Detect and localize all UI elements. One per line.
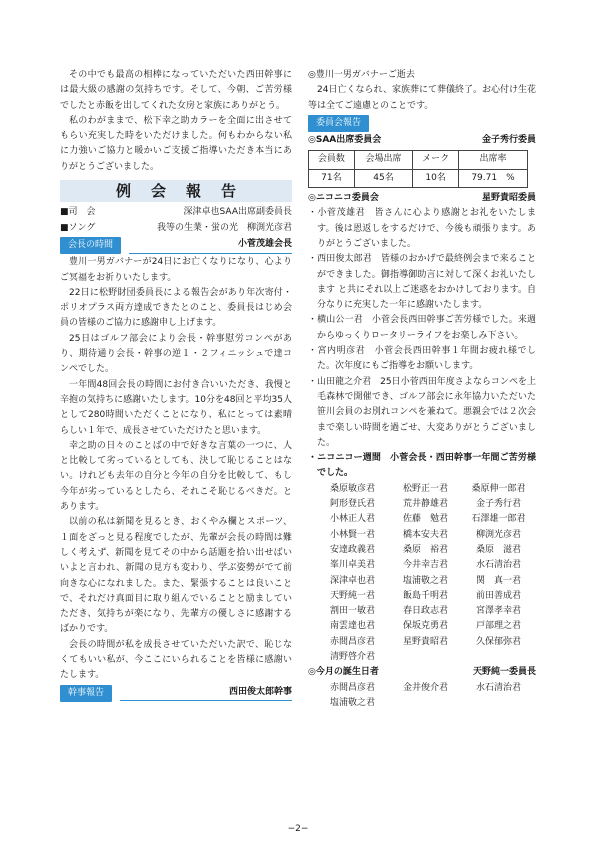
member-name: 石澤雄一郎君 [471,514,526,525]
member-name: 橋本安夫君 [402,529,448,540]
president-paragraph: 豊川一男ガバナーが24日にお亡くなりになり、心よりご冥福をお祈りいたします。 [60,257,292,283]
table-header-cell: 会員数 [309,151,355,169]
name-row [308,512,536,527]
saa-title: ◎SAA出席委員会 [308,135,382,146]
president-paragraph: 一年間48回会長の時間にお付き合いいただき、我慢と辛抱の気持ちに感謝いたします。10分を48回と平均35人として280時間いただくことになり、私にとっては素晴らしい１年で、成長させていただけたと思います。 [60,379,292,436]
right-column [308,68,536,711]
name-row [308,619,536,634]
member-name: 塩浦敬之君 [329,697,375,708]
name-row [308,604,536,619]
table-header-row [309,151,528,169]
niko-item: ・西田俊太郎君 皆様のおかげで最終例会まで来ることができました。御指導御助言に対して深くお礼いたします と共にそれ以上ご迷惑をおかけしております。自分なりに充実した一年に感謝いたします。 [308,254,536,311]
committee-header [308,115,536,132]
member-name: 水石清治君 [475,560,521,571]
notice-text: 24日亡くなられ、家族葬にて葬儀終了。お心付け生花等は全てご遠慮とのことです。 [308,85,536,111]
table-header-cell: 会場出席 [354,151,413,169]
member-name: 清野啓介君 [329,651,375,662]
niko-item: ・宮内明彦君 小菅会長西田幹事１年間お疲れ様でした。次年度にもご指導をお願いします。 [308,346,536,372]
president-paragraph: 25日はゴルフ部会により会長・幹事慰労コンペがあり、期待通り会長・幹事の逆１・２フィニッシュで達コンペでした。 [60,333,292,375]
names-list [308,482,536,666]
member-name: 柳渕光彦君 [475,529,521,540]
member-name: 松野正一君 [402,483,448,494]
member-name: 久保郁弥君 [475,636,521,647]
member-name: 桑原敏彦君 [329,483,375,494]
member-name: 塩浦敬之君 [402,575,448,586]
member-name: 金子秀行君 [475,499,521,510]
member-name: 関 真一君 [475,575,521,586]
member-name [389,696,462,711]
member-name: 前田善成君 [475,590,521,601]
week-title: ・ニコニコー週間 小菅会長・西田幹事一年間ご苦労様でした。 [308,453,536,479]
member-name [389,650,462,665]
table-cell: 45名 [354,169,413,187]
president-paragraph: 以前の私は新聞を見るとき、おくやみ欄とスポーツ、１面をざっと見る程度でしたが、先輩が会長の時間は難しく考えず、新聞を見てその中から話題を拾い出せばいいよと言われ、新聞の見方も変わり、学ぶ姿勢がでて前向きな心になれました。また、緊張することは良いことで、それだけ真面目に取り組んでいることと励ましていただき、気持ちが楽になり、先輩方の優しさに感謝するばかりです。 [60,517,292,635]
table-cell: 10名 [413,169,459,187]
song-line [60,221,292,236]
niko-item: ・小菅茂雄君 皆さんに心より感謝とお礼をいたします。後は恩返しをするだけで、今後も頑張ります。ありがとうございました。 [308,208,536,249]
mc-value: 深津卓也SAA出席副委員長 [183,207,292,218]
song-value: 我等の生業・蛍の光 柳渕光彦君 [156,222,292,233]
name-row [308,696,536,711]
member-name: 桑原 裕君 [402,544,448,555]
name-row [308,497,536,512]
intro-paragraph: その中でも最高の相棒になっていただいた西田幹事には最大級の感謝の気持ちです。そして、今朝、ご苦労様でしたと赤飯を出してくれた女房と家族にありがとう。 [60,70,292,111]
member-name: 阿形登氏君 [329,499,375,510]
president-name: 小菅茂雄会長 [129,237,292,253]
member-name: 春日政志君 [402,606,448,617]
member-name: 赤間昌彦君 [329,636,375,647]
member-name: 割田一敏君 [329,606,375,617]
niko-person: 星野貴昭委員 [481,193,536,204]
member-name: 金井俊介君 [402,682,448,693]
member-name: 佐藤 勉君 [402,514,448,525]
mc-key: ■司 会 [60,207,96,218]
member-name: 今井幸吉君 [402,560,448,571]
president-paragraph: 幸之助の日々のことばの中で好きな言葉の一つに、人と比較して劣っているとしても、決して恥じることはない。けれども去年の自分と今年の自分を比較して、もし今年が劣っているとしたら、それこそ恥じるべきだ。とあります。 [60,440,292,513]
member-name [462,650,535,665]
member-name: 荒井静雄君 [402,499,448,510]
name-row [308,635,536,650]
birthday-list [308,681,536,712]
table-header-cell: メーク [413,151,459,169]
president-paragraph: 22日に松野財団委員長による報告会があり年次寄付・ポリオプラス両方達成できたとのこと、委員長はじめ会員の皆様のご協力に感謝申し上げます。 [60,287,292,329]
table-cell: 79.71 % [458,169,527,187]
attendance-table [308,150,528,188]
notice-title: ◎豊川一男ガバナーご逝去 [308,70,415,80]
name-row [308,650,536,665]
niko-item: ・横山公一君 小菅会長西田幹事ご苦労様でした。来週からゆっくりロータリーライフをお楽しみ下さい。 [308,315,536,341]
president-header [60,237,292,254]
member-name: 小林賢一君 [329,529,375,540]
name-row [308,558,536,573]
birthday-person: 天野純一委員長 [472,667,536,678]
member-name: 赤間昌彦君 [329,682,375,693]
member-name: 小林正人君 [329,514,375,525]
member-name [462,696,535,711]
member-name: 宮澤孝幸君 [475,606,521,617]
report-title: 例会報告 [60,180,292,202]
member-name: 戸部理之君 [475,621,521,632]
table-row [309,169,528,187]
song-key: ■ソング [60,222,96,233]
member-name: 天野純一君 [329,590,375,601]
niko-item: ・山田龍之介君 25日小菅西田年度さよならコンペを上毛森林で開催でき、ゴルフ部会に永年協力いただいた笹川会員のお別れコンペを兼ねて。悪親会では２次会まで楽しい時間を過ごせ、大変ありがとうございました。 [308,376,536,448]
member-name: 桑原伸一郎君 [471,483,526,494]
name-row [308,589,536,604]
left-column [60,68,292,703]
member-name: 水石清治君 [475,682,521,693]
table-header-cell: 出席率 [458,151,527,169]
member-name: 安達政義君 [329,544,375,555]
secretary-label: 幹事報告 [60,685,112,702]
birthday-section-title [308,665,536,680]
saa-person: 金子秀行委員 [481,135,536,146]
niko-section-title [308,191,536,206]
president-label: 会長の時間 [60,237,121,254]
president-paragraph: 会長の時間が私を成長させていただいた訳で、恥じなくてもいい私が、今ここにいられることを皆様に感謝いたします。 [60,639,292,681]
member-name: 南雲達也君 [329,621,375,632]
member-name: 保坂克勇君 [402,621,448,632]
birthday-title: ◎今月の誕生日者 [308,667,379,678]
committee-label: 委員会報告 [308,115,369,132]
saa-section-title [308,133,536,148]
member-name: 深津卓也君 [329,575,375,586]
member-name: 飯島千明君 [402,590,448,601]
name-row [308,681,536,696]
table-cell: 71名 [309,169,355,187]
name-row [308,543,536,558]
name-row [308,528,536,543]
intro-paragraph: 私のわがままで、松下幸之助カラーを全面に出させてもらい充実した時をいただけました。何もわからない私に力強いご協力と暖かいご支援ご指導いただき本当にありがとうございました。 [60,115,292,172]
member-name: 峯川卓美君 [329,560,375,571]
mc-line [60,205,292,220]
name-row [308,574,536,589]
niko-title: ◎ニコニコ委員会 [308,193,379,204]
member-name: 桑原 滋君 [475,544,521,555]
name-row [308,482,536,497]
secretary-name: 西田俊太郎幹事 [120,685,292,701]
member-name: 星野貴昭君 [402,636,448,647]
page-number: −2− [287,824,309,834]
secretary-header [60,685,292,702]
